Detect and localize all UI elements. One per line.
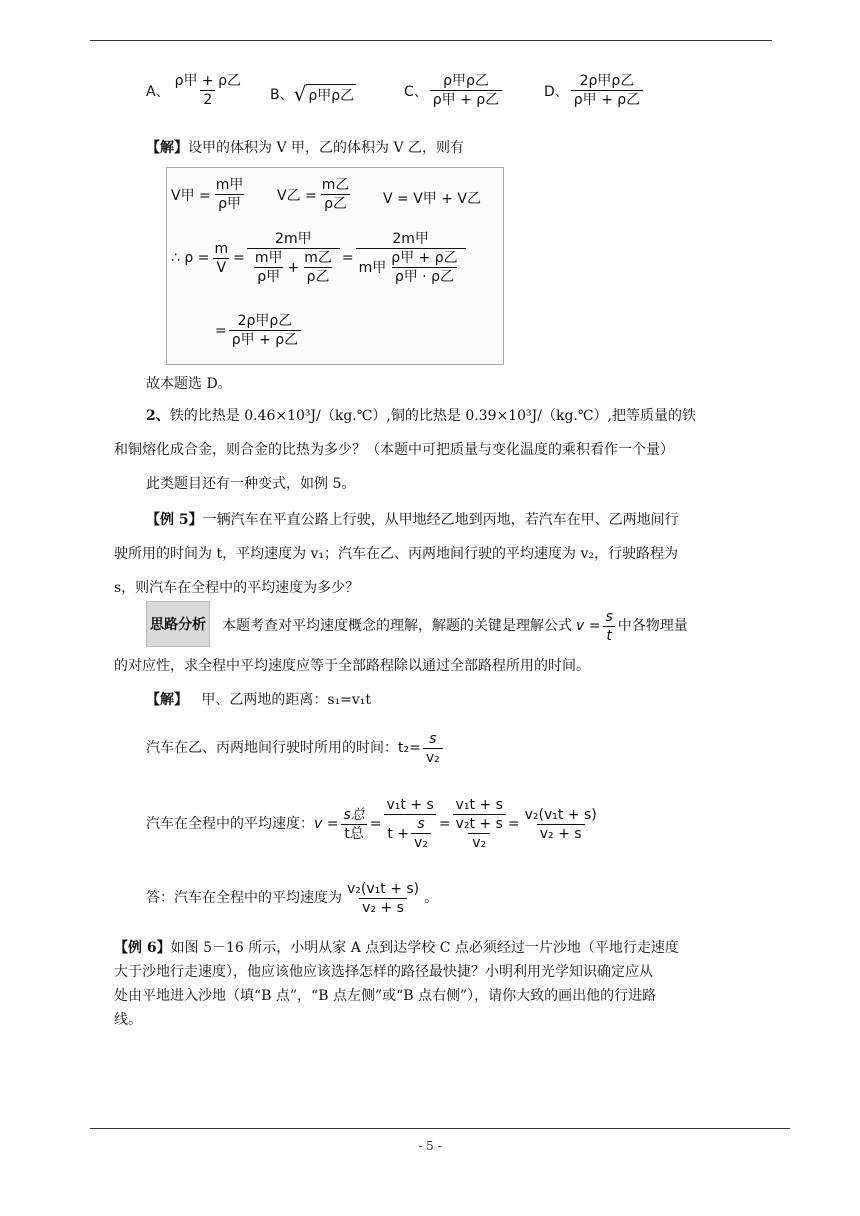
example5-tag: 【例 5】 [146,512,203,528]
example5-line1 [146,510,679,530]
option-b-label: B、 [270,87,294,103]
question2-number: 2、 [146,408,170,424]
answer-den: v₂ + s [359,898,407,917]
option-a [146,72,246,109]
rho-jia: ρ甲 [174,73,198,89]
rho-yi-2: ρ乙 [304,267,333,286]
example5-text1: 一辆汽车在平直公路上行驶，从甲地经乙地到丙地，若汽车在甲、乙两地间行 [202,512,679,528]
option-a-denominator: 2 [200,90,215,109]
avg-den-1-v2: v₂ [411,833,431,852]
conclusion: 故本题选 D。 [146,376,232,392]
example6-line3: 处由平地进入沙地（填“B 点”，“B 点左侧”或“B 点右侧”），请你大致的画出他的行进路 [114,988,657,1004]
avg-num-3: v₂(v₁t + s) [524,806,597,823]
question2-text1: 铁的比热是 0.46×10³J/（kg.℃）,铜的比热是 0.39×10³J/（kg.℃）,把等质量的铁 [169,408,696,424]
v-den: V [213,258,229,277]
example5-line2: 驶所用的时间为 t，平均速度为 v₁；汽车在乙、丙两地间行驶的平均速度为 v₂，行驶路程为 [114,546,679,562]
analysis-tag: 思路分析 [146,601,210,647]
formula-t: t [603,626,615,645]
analysis-line1 [222,606,688,646]
option-c [404,72,504,109]
answer-num: v₂(v₁t + s) [347,880,420,897]
option-d-label: D、 [544,83,569,100]
formula-v: v = [576,618,601,634]
plus-2: + [287,259,300,276]
option-d-denominator: ρ甲 + ρ乙 [571,90,643,109]
solution1-tag: 【解】 [146,140,188,156]
eq-sign-2: = [341,250,354,266]
avg-den-1-s: s [417,816,425,832]
rho-jia-2: ρ甲 [254,267,283,286]
two-m-jia: 2m甲 [275,231,312,247]
therefore-rho: ∴ ρ = [171,250,210,266]
m-jia-prefix: m甲 [358,259,387,276]
option-c-numerator: ρ甲ρ乙 [443,73,489,89]
final-den: ρ甲 + ρ乙 [229,330,301,349]
example6-text1: 如图 5－16 所示，小明从家 A 点到达学校 C 点必须经过一片沙地（平地行走速度 [170,940,679,956]
average-speed-line [146,792,602,856]
rho-jia-den: ρ甲 [215,194,244,213]
analysis-text1: 本题考查对平均速度概念的理解，解题的关键是理解公式 [222,618,572,634]
footer-rule [90,1128,790,1129]
question2-line1 [146,406,696,426]
example6-tag: 【例 6】 [114,940,171,956]
m-yi-2: m乙 [304,250,332,266]
avg-eq-3: = [507,816,520,832]
t2-lhs: t₂= [398,740,421,756]
avg-num-1: v₁t + s [386,797,434,813]
option-d-numerator: 2ρ甲ρ乙 [579,73,635,89]
example5-line3: s，则汽车在全程中的平均速度为多少？ [114,580,360,596]
option-d [544,72,645,109]
density-formula-box [166,167,504,365]
time-line [146,726,445,770]
answer-text: 答：汽车在全程中的平均速度为 [146,890,342,906]
avg-den-2-num: v₂t + s [455,816,503,832]
solution1-line [146,138,464,158]
avg-den-1-prefix: t + [387,825,410,842]
s-total: s总 [343,806,365,823]
rho-yi: ρ乙 [218,73,241,89]
m-jia-2: m甲 [254,250,283,266]
example6-line1 [114,938,679,958]
eq-sign-1: = [233,250,245,266]
avg-eq-2: = [438,816,451,832]
two-m-jia-2: 2m甲 [392,231,429,247]
option-b [270,82,356,106]
time-text: 汽车在乙、丙两地间行驶时所用的时间： [146,740,398,756]
option-c-denominator: ρ甲 + ρ乙 [430,90,502,109]
question2-line3: 此类题目还有一种变式，如例 5。 [146,476,356,492]
final-num: 2ρ甲ρ乙 [237,313,293,329]
example6-line4: 线。 [114,1012,142,1028]
plus-sign: + [201,73,214,89]
m-yi: m乙 [321,177,350,193]
answer-end: 。 [424,890,439,906]
avg-v-lhs: v = [314,816,339,832]
solution5-tag: 【解】 [146,692,188,708]
example6-line2: 大于沙地行走速度），他应该他应该选择怎样的路径最快捷？小明利用光学知识确定应从 [114,964,653,980]
t-total: t总 [341,824,367,843]
option-a-label: A、 [146,83,170,100]
v-total: V = V甲 + V乙 [383,191,481,207]
v-jia-lhs: V甲 = [171,187,211,204]
rho-sum: ρ甲 + ρ乙 [391,250,458,266]
header-rule [90,40,772,41]
t2-s: s [429,730,437,747]
rho-prod: ρ甲 · ρ乙 [392,267,457,286]
rho-yi-den: ρ乙 [321,194,350,213]
solution1-text: 设甲的体积为 V 甲，乙的体积为 V 乙，则有 [188,140,465,156]
avg-eq-1: = [369,816,382,832]
question2-line2: 和铜熔化成合金，则合金的比热为多少？（本题中可把质量与变化温度的乘积看作一个量） [114,442,674,458]
avg-den-2-den: v₂ [468,833,490,852]
avg-num-2: v₁t + s [455,797,503,813]
t2-v2: v₂ [423,748,443,767]
average-speed-text: 汽车在全程中的平均速度： [146,816,314,832]
distance-text: 甲、乙两地的距离：s₁=v₁t [201,692,372,708]
page-number: - 5 - [418,1139,442,1153]
sqrt-symbol: √ [293,82,307,106]
formula-s: s [605,608,613,625]
m-jia: m甲 [215,177,244,193]
solution5-line1 [146,690,371,710]
avg-den-3: v₂ + s [537,824,585,843]
answer-line [146,876,438,920]
option-b-radicand: ρ甲ρ乙 [306,84,356,105]
analysis-line2: 的对应性，求全程中平均速度应等于全部路程除以通过全部路程所用的时间。 [114,658,590,674]
v-yi-lhs: V乙 = [277,187,317,204]
eq-sign-3: = [215,322,227,339]
m-num: m [214,240,229,257]
option-c-label: C、 [404,83,428,100]
analysis-text1b: 中各物理量 [617,618,688,634]
